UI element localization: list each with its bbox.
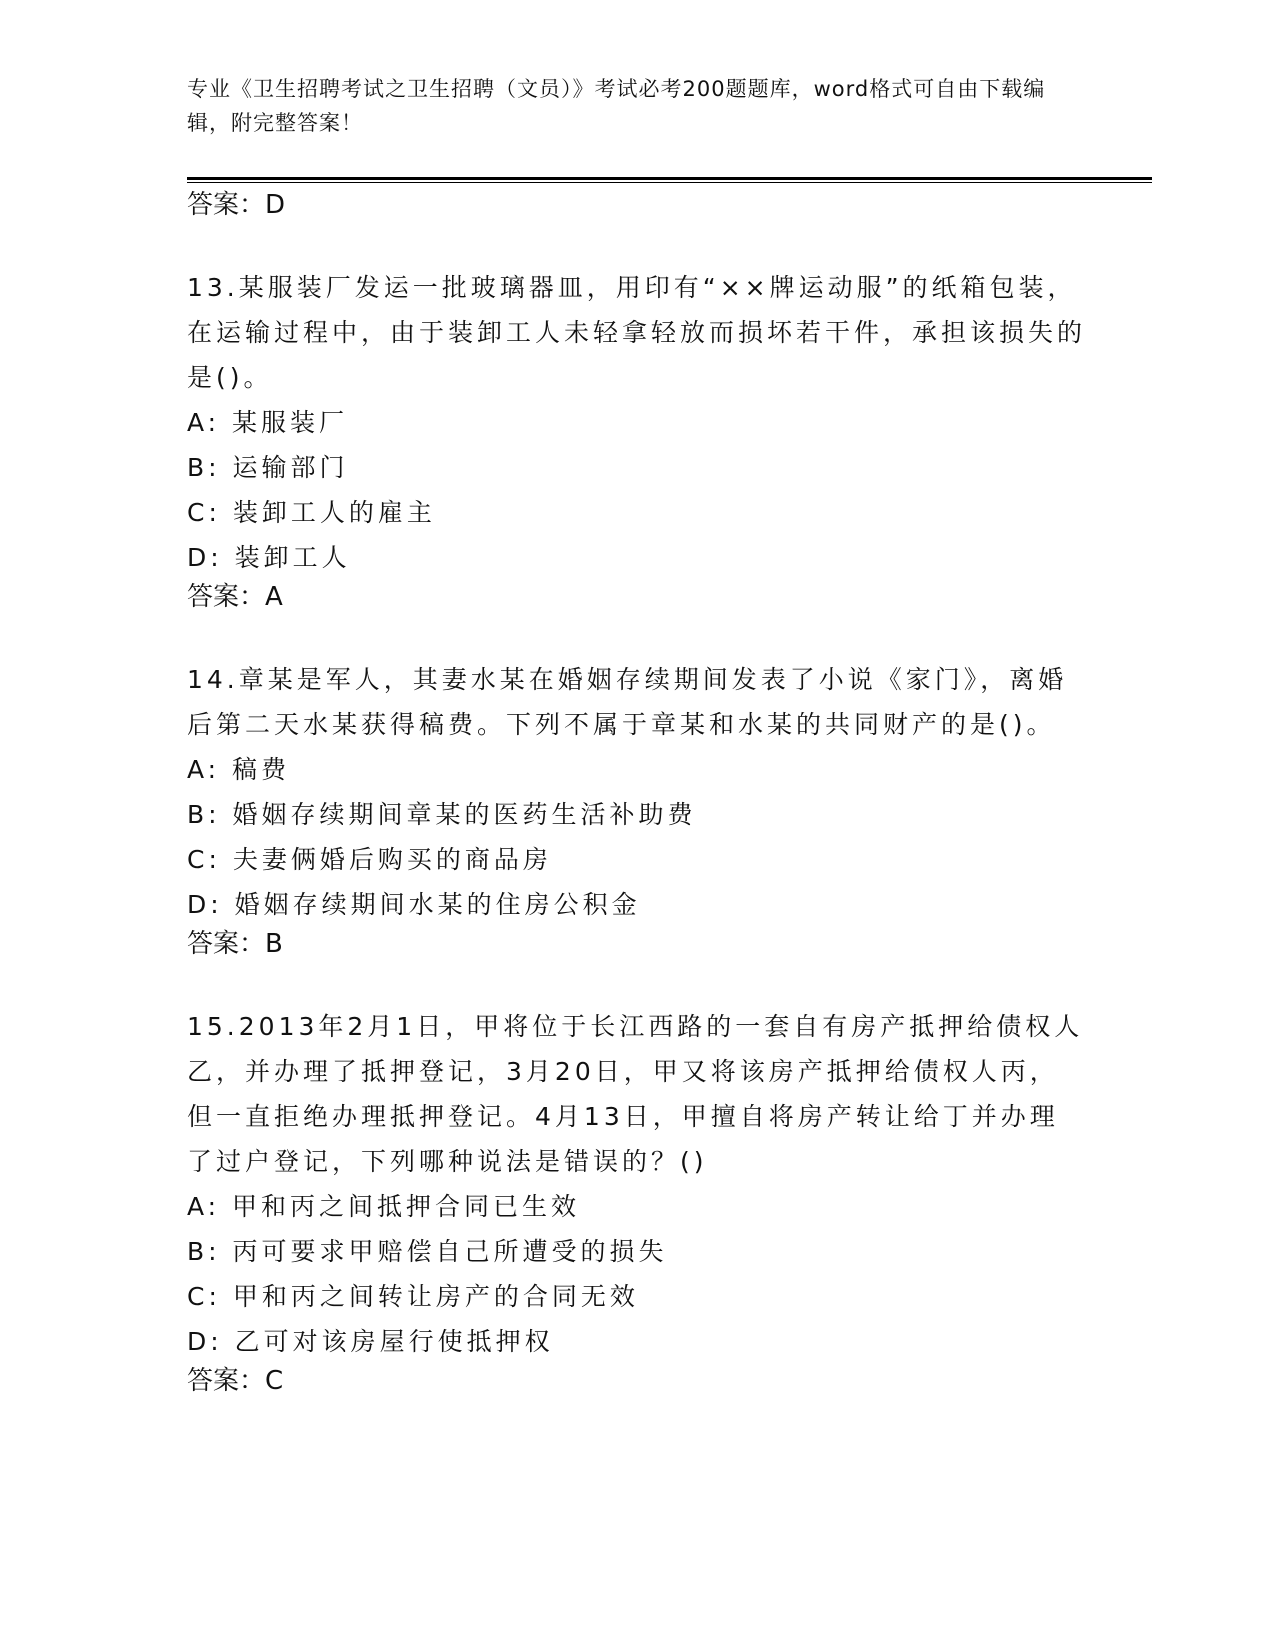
option-d: D: 婚姻存续期间水某的住房公积金 [187, 890, 641, 919]
answer-line: 答案：D [187, 190, 286, 220]
page-header: 专业《卫生招聘考试之卫生招聘（文员）》考试必考200题题库，word格式可自由下载编辑，附完整答案！ [187, 77, 1046, 135]
option-c: C: 夫妻俩婚后购买的商品房 [187, 845, 552, 874]
question-stem: 13.某服装厂发运一批玻璃器皿，用印有“××牌运动服”的纸箱包装，在运输过程中，由于装卸工人未轻拿轻放而损坏若干件，承担该损失的是()。 [187, 273, 1087, 392]
question-stem: 15.2013年2月1日，甲将位于长江西路的一套自有房产抵押给债权人乙，并办理了抵押登记，3月20日，甲又将该房产抵押给债权人丙，但一直拒绝办理抵押登记。4月13日，甲擅自将房产转让给丁并办理了过户登记，下列哪种说法是错误的？() [187, 1012, 1084, 1176]
question-stem: 14.章某是军人，其妻水某在婚姻存续期间发表了小说《家门》，离婚后第二天水某获得稿费。下列不属于章某和水某的共同财产的是()。 [187, 665, 1068, 739]
option-a: A: 某服装厂 [187, 408, 349, 437]
option-d: D: 乙可对该房屋行使抵押权 [187, 1327, 554, 1356]
option-a: A: 稿费 [187, 755, 291, 784]
option-b: B: 婚姻存续期间章某的医药生活补助费 [187, 800, 697, 829]
question-block [187, 265, 1087, 612]
option-b: B: 运输部门 [187, 453, 349, 482]
option-b: B: 丙可要求甲赔偿自己所遭受的损失 [187, 1237, 668, 1266]
answer-line: 答案：C [187, 1366, 284, 1396]
option-c: C: 甲和丙之间转让房产的合同无效 [187, 1282, 639, 1311]
question-list [187, 190, 1087, 1396]
question-block [187, 657, 1087, 959]
option-a: A: 甲和丙之间抵押合同已生效 [187, 1192, 581, 1221]
answer-line: 答案：A [187, 582, 283, 612]
option-d: D: 装卸工人 [187, 543, 351, 572]
question-block [187, 1004, 1087, 1396]
answer-line: 答案：B [187, 929, 283, 959]
header-rule-thick [187, 177, 1152, 180]
header-rule-thin [187, 182, 1152, 183]
option-c: C: 装卸工人的雇主 [187, 498, 436, 527]
